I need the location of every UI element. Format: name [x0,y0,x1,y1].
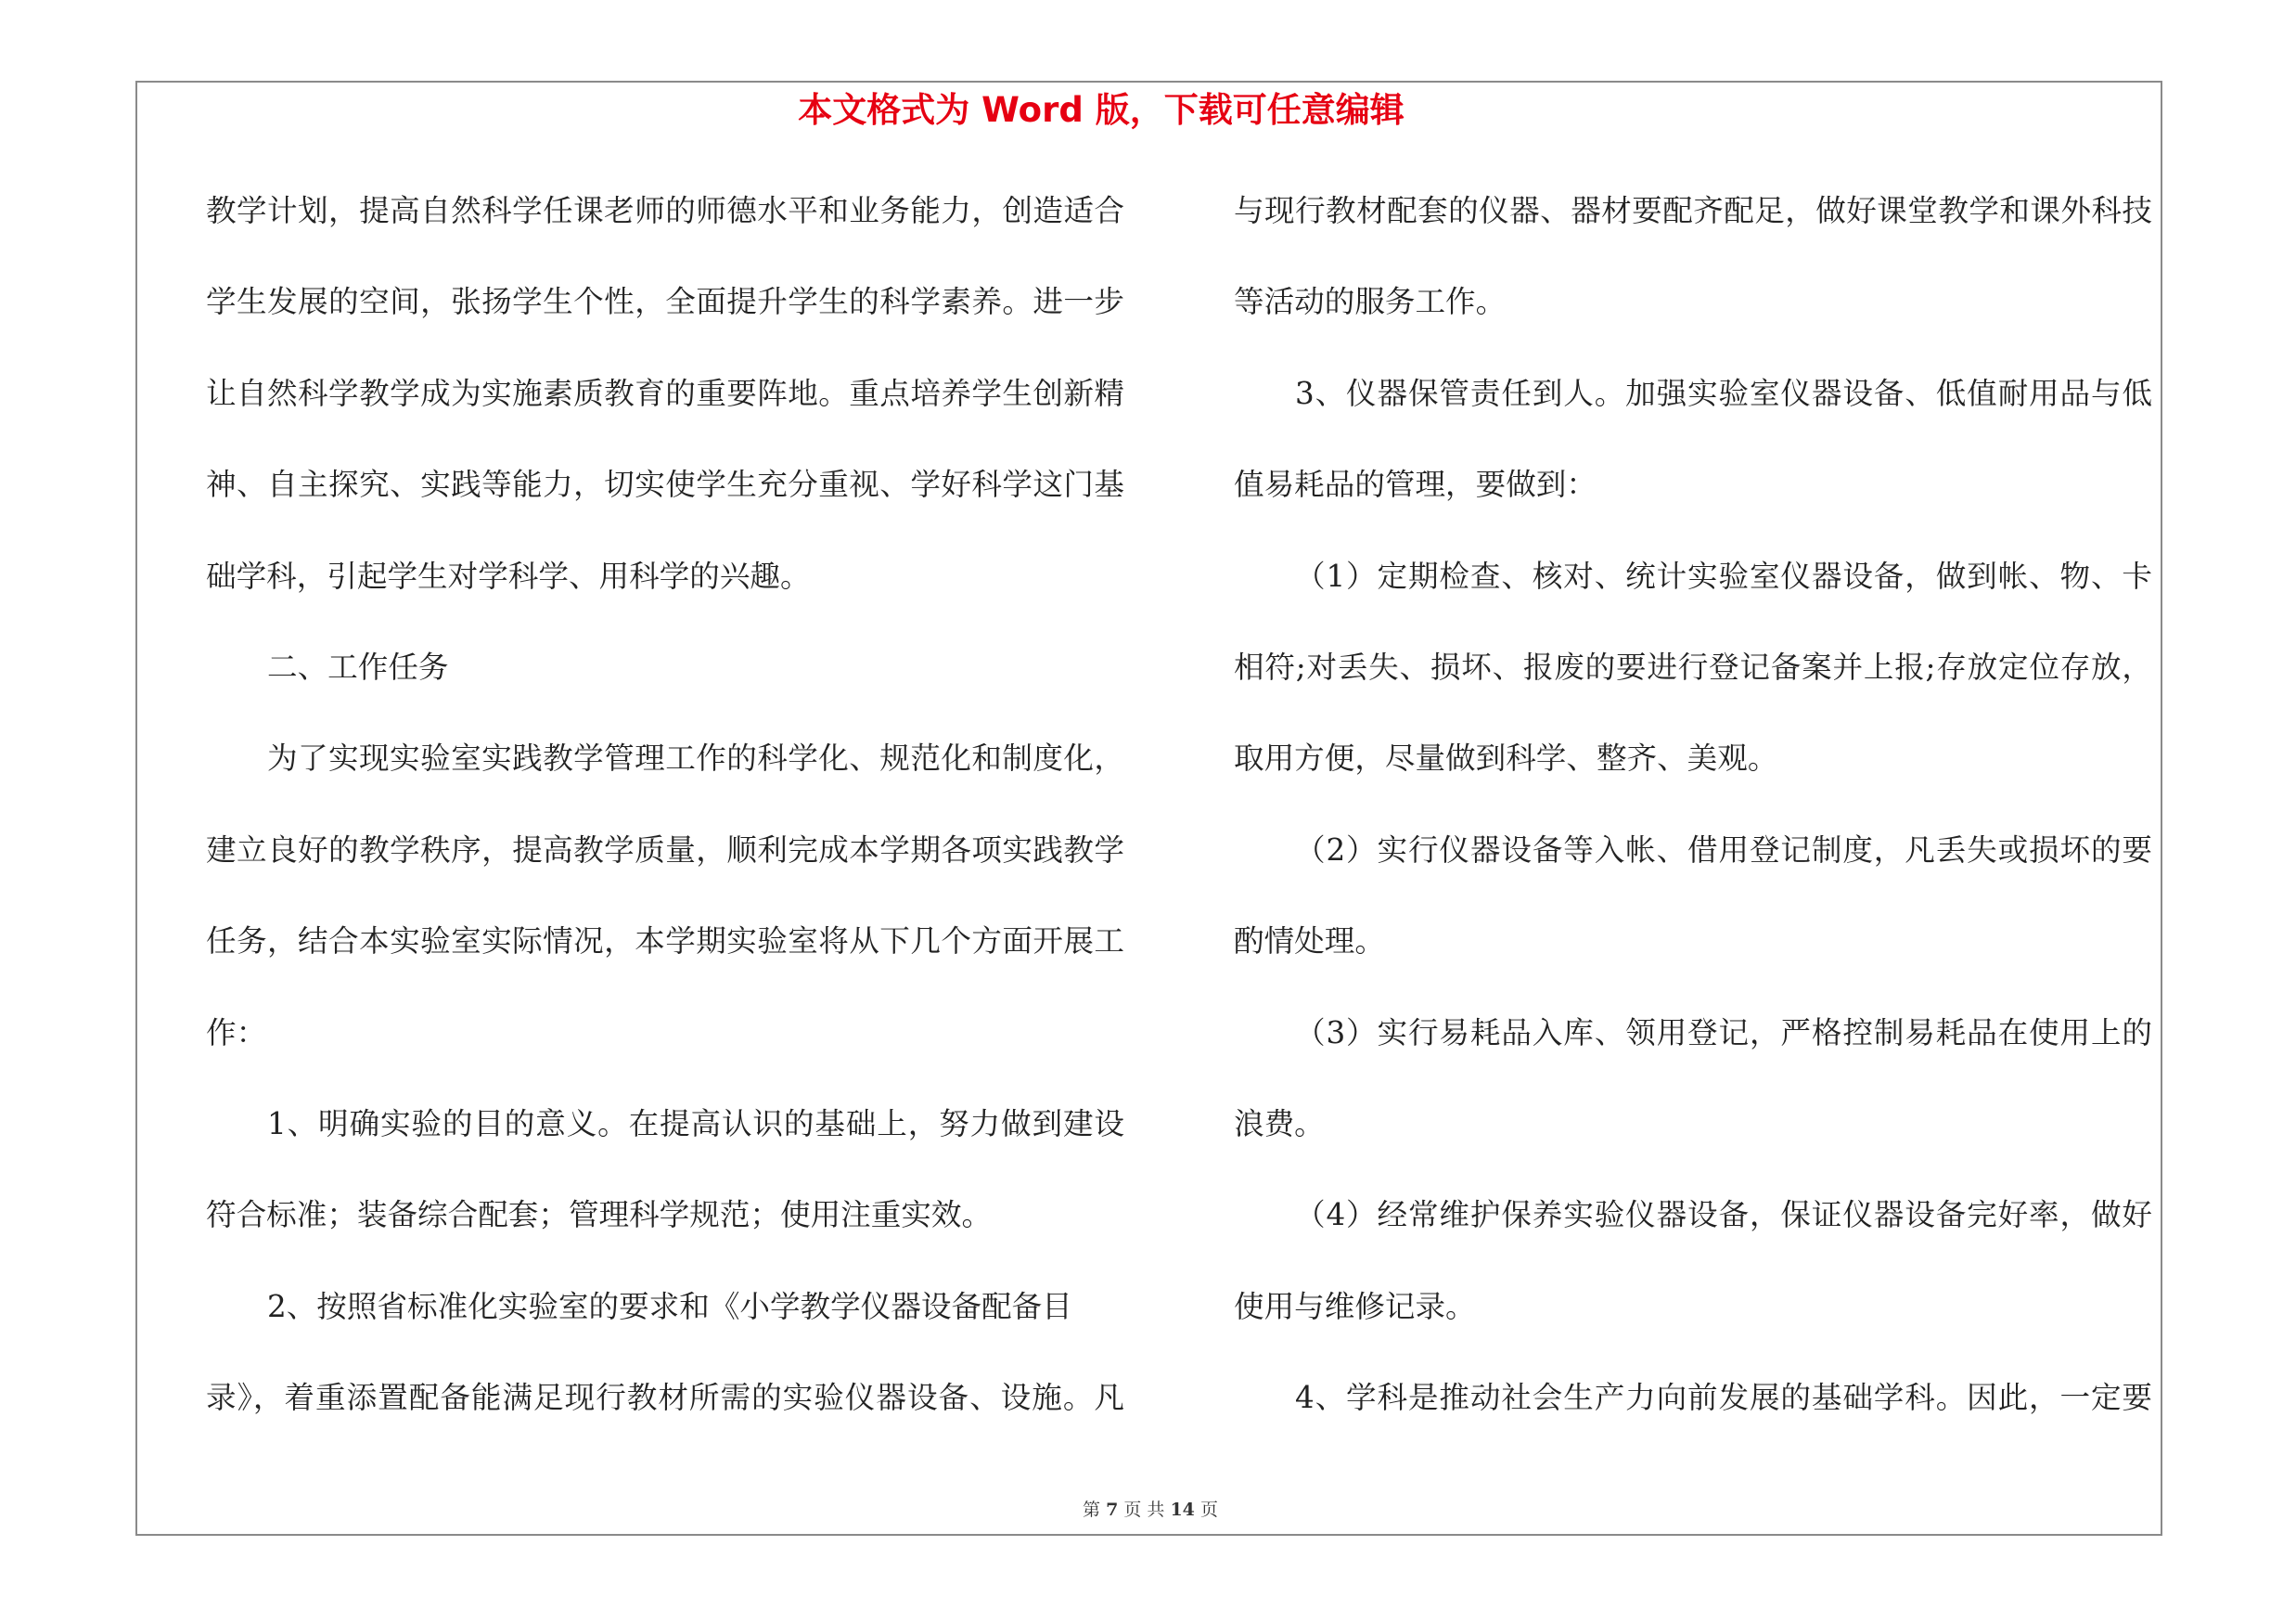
right-column-line: （3）实行易耗品入库、领用登记，严格控制易耗品在使用上的 [1295,1014,2152,1050]
left-column-line: 录》，着重添置配备能满足现行教材所需的实验仪器设备、设施。凡 [206,1380,1124,1416]
left-column-line: 为了实现实验室实践教学管理工作的科学化、规范化和制度化， [267,741,1124,777]
right-column-line: 等活动的服务工作。 [1234,284,1507,320]
left-column-line: 学生发展的空间，张扬学生个性，全面提升学生的科学素养。进一步 [206,284,1124,320]
right-column-line: 浪费。 [1234,1105,1325,1141]
right-column-line: （2）实行仪器设备等入帐、借用登记制度，凡丢失或损坏的要 [1295,831,2152,868]
left-column-line: 础学科，引起学生对学科学、用科学的兴趣。 [206,558,811,594]
page-footer [965,1499,1336,1521]
left-column-line: 1、明确实验的目的意义。在提高认识的基础上，努力做到建设 [267,1105,1124,1141]
right-column-line: 酌情处理。 [1234,923,1385,960]
page-label-suffix: 页 [1199,1500,1218,1520]
section-heading: 二、工作任务 [267,649,449,685]
right-column-line: 取用方便，尽量做到科学、整齐、美观。 [1234,741,1778,777]
right-column-line: 4、学科是推动社会生产力向前发展的基础学科。因此，一定要 [1295,1380,2152,1416]
left-column [206,165,1124,1443]
right-column-line: （1）定期检查、核对、统计实验室仪器设备，做到帐、物、卡 [1295,558,2152,594]
right-column-line: 使用与维修记录。 [1234,1288,1476,1324]
left-column-line: 建立良好的教学秩序，提高教学质量，顺利完成本学期各项实践教学 [206,831,1124,868]
left-column-line: 任务，结合本实验室实际情况，本学期实验室将从下几个方面开展工 [206,923,1124,960]
left-column-line: 让自然科学教学成为实施素质教育的重要阵地。重点培养学生创新精 [206,375,1124,411]
right-column-line: 相符;对丢失、损坏、报废的要进行登记备案并上报;存放定位存放， [1234,649,2152,685]
right-column-line: 与现行教材配套的仪器、器材要配齐配足，做好课堂教学和课外科技 [1234,193,2152,228]
right-column-line: 3、仪器保管责任到人。加强实验室仪器设备、低值耐用品与低 [1295,375,2152,411]
page-label-prefix: 第 [1083,1500,1101,1520]
document-banner: 本文格式为 Word 版，下载可任意编辑 [798,90,1405,130]
page-label-middle: 页 共 [1123,1500,1165,1520]
left-column-line: 教学计划，提高自然科学任课老师的师德水平和业务能力，创造适合 [206,193,1124,228]
right-column-line: 值易耗品的管理，要做到： [1234,467,1597,503]
left-column-line: 神、自主探究、实践等能力，切实使学生充分重视、学好科学这门基 [206,467,1124,503]
current-page-number: 7 [1106,1500,1119,1520]
left-column-line: 作： [206,1014,267,1050]
left-column-line: 符合标准；装备综合配套；管理科学规范；使用注重实效。 [206,1197,993,1233]
right-column [1234,165,2152,1443]
left-column-line: 2、按照省标准化实验室的要求和《小学教学仪器设备配备目 [267,1288,1072,1324]
total-pages-number: 14 [1170,1500,1195,1520]
right-column-line: （4）经常维护保养实验仪器设备，保证仪器设备完好率，做好 [1295,1197,2152,1233]
